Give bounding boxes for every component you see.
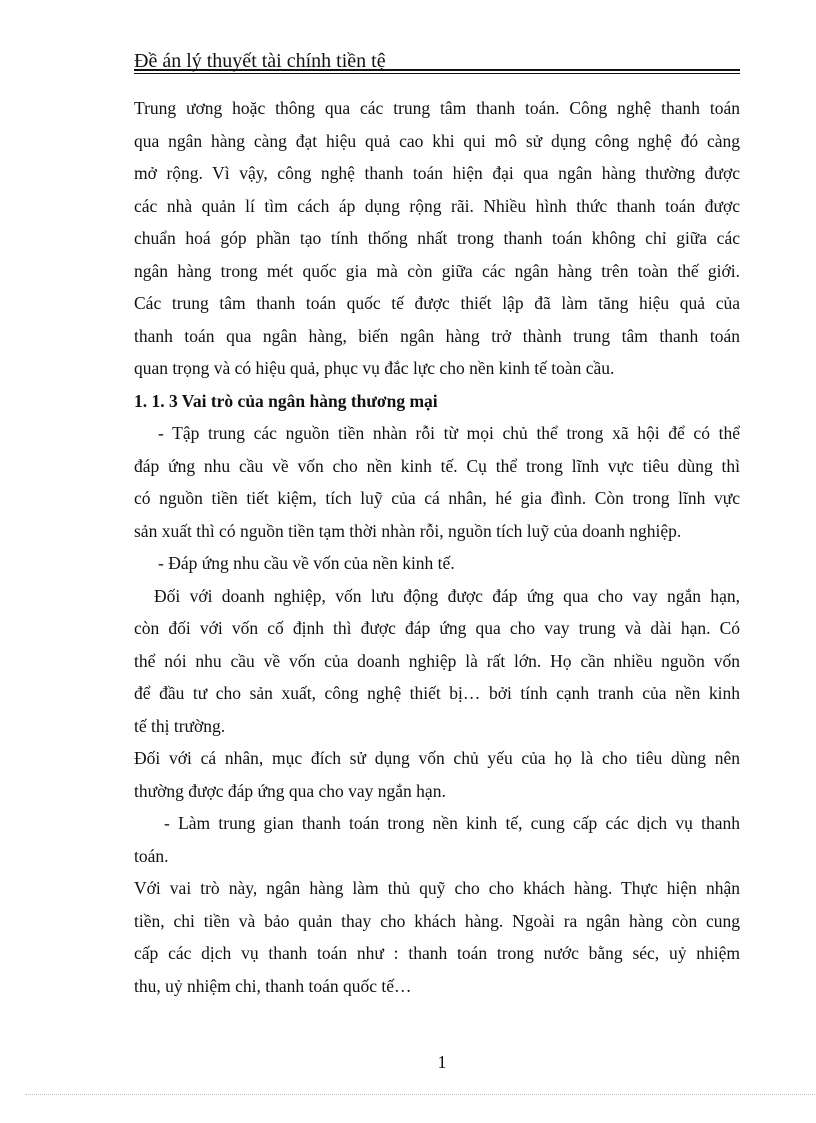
text-line: thu, uỷ nhiệm chi, thanh toán quốc tế…	[134, 975, 412, 996]
text-line: sản xuất thì có nguồn tiền tạm thời nhàn rỗi, nguồn tích luỹ của doanh nghiệp.	[134, 520, 682, 541]
page-break-divider	[25, 1094, 815, 1095]
text-line: thường được đáp ứng qua cho vay ngắn hạn.	[134, 780, 446, 801]
section-heading: 1. 1. 3 Vai trò của ngân hàng thương mại	[134, 390, 438, 411]
page-number: 1	[437, 1052, 447, 1072]
bullet-capital-mobilization	[134, 417, 740, 547]
paragraph-enterprises	[134, 580, 740, 743]
header-title: Đề án lý thuyết tài chính tiền tệ	[134, 50, 386, 72]
text-line: mở rộng. Vì vậy, công nghệ thanh toán hiện đại qua ngân hàng thường được	[134, 163, 740, 183]
text-line: tiền, chi tiền và bảo quản thay cho khách hàng. Ngoài ra ngân hàng còn cung	[134, 910, 740, 931]
text-line: - Tập trung các nguồn tiền nhàn rỗi từ mọi chủ thể trong xã hội để có thể	[158, 423, 740, 443]
text-line: chuẩn hoá góp phần tạo tính thống nhất trong thanh toán không chỉ giữa các	[134, 228, 740, 248]
page-header	[134, 50, 740, 72]
paragraph-individuals	[134, 742, 740, 807]
text-line: còn đối với vốn cố định thì được đáp ứng qua cho vay trung và dài hạn. Có	[134, 618, 740, 638]
text-line: - Làm trung gian thanh toán trong nền kinh tế, cung cấp các dịch vụ thanh	[164, 813, 740, 833]
text-line: Với vai trò này, ngân hàng làm thủ quỹ cho cho khách hàng. Thực hiện nhận	[134, 878, 740, 898]
text-line: các nhà quản lí tìm cách áp dụng rộng rãi. Nhiều hình thức thanh toán được	[134, 195, 740, 216]
bullet-capital-demand	[134, 547, 740, 580]
text-line: ngân hàng trong mét quốc gia mà còn giữa các ngân hàng trên toàn thế giới.	[134, 260, 740, 281]
paragraph-intro	[134, 92, 740, 385]
bullet-payment-intermediary	[134, 807, 740, 872]
text-line: toán.	[134, 845, 169, 866]
text-line: có nguồn tiền tiết kiệm, tích luỹ của cá nhân, hé gia đình. Còn trong lĩnh vực	[134, 488, 740, 508]
text-line: cấp các dịch vụ thanh toán như : thanh toán trong nước bằng séc, uỷ nhiệm	[134, 943, 740, 963]
text-line: để đầu tư cho sản xuất, công nghệ thiết bị… bởi tính cạnh tranh của nền kinh	[134, 683, 740, 703]
header-rule-thin	[134, 73, 740, 74]
text-line: đáp ứng nhu cầu về vốn cho nền kinh tế. Cụ thể trong lĩnh vực tiêu dùng thì	[134, 455, 740, 476]
document-body	[134, 92, 740, 1002]
text-line: quan trọng và có hiệu quả, phục vụ đắc lực cho nền kinh tế toàn cầu.	[134, 358, 615, 378]
paragraph-treasurer-role	[134, 872, 740, 1002]
text-line: Các trung tâm thanh toán quốc tế được thiết lập đã làm tăng hiệu quả của	[134, 293, 740, 313]
text-line: qua ngân hàng càng đạt hiệu quả cao khi qui mô sử dụng công nghệ đó càng	[134, 130, 740, 151]
text-line: - Đáp ứng nhu cầu về vốn của nền kinh tế.	[158, 553, 455, 573]
text-line: thể nói nhu cầu về vốn của doanh nghiệp là rất lớn. Họ cần nhiều nguồn vốn	[134, 650, 740, 671]
text-line: Đối với cá nhân, mục đích sử dụng vốn chủ yếu của họ là cho tiêu dùng nên	[134, 748, 740, 768]
text-line: thanh toán qua ngân hàng, biến ngân hàng trở thành trung tâm thanh toán	[134, 325, 740, 346]
header-rule	[134, 69, 740, 71]
text-line: Đối với doanh nghiệp, vốn lưu động được đáp ứng qua cho vay ngắn hạn,	[154, 585, 740, 606]
text-line: tế thị trường.	[134, 715, 226, 736]
text-line: Trung ương hoặc thông qua các trung tâm thanh toán. Công nghệ thanh toán	[134, 98, 740, 118]
